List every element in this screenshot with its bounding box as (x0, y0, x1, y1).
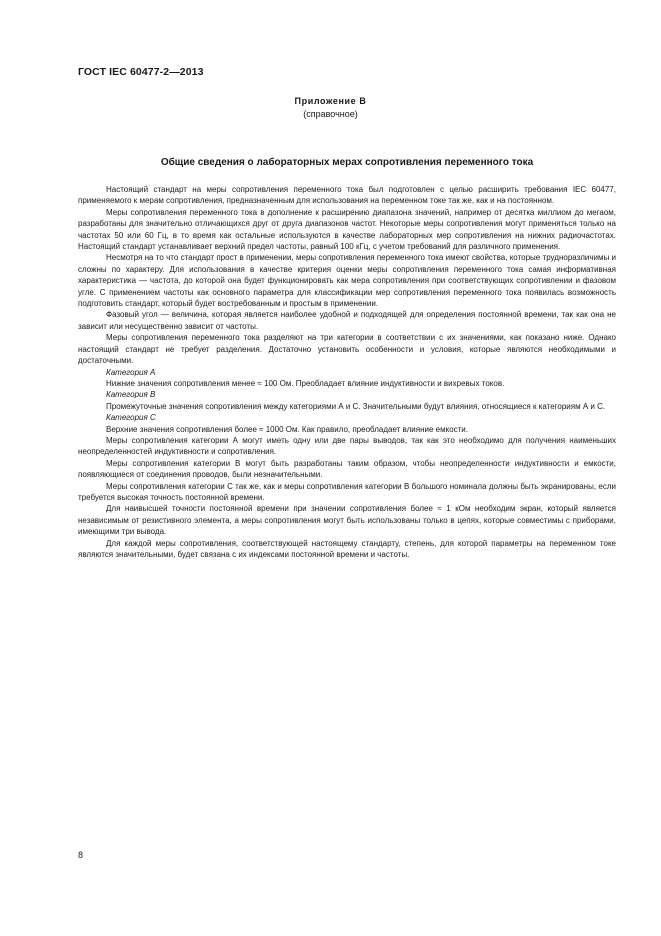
annex-heading (0, 95, 661, 121)
paragraph: Для каждой меры сопротивления, соответствующей настоящему стандарту, степень, для которой параметры на переменном токе являются значительными, будет связана с их индексами постоянной времени и частоты. (78, 538, 616, 559)
body-text (78, 184, 616, 560)
paragraph: Несмотря на то что стандарт прост в применении, меры сопротивления переменного тока имеют свойства, которые трудноразличимы и сложны по характеру. Для использования в качестве критерия оценки меры сопротивления переменного тока самая информативная характеристика — частота, до которой она будет функционировать как мера сопротивления при соответствующих сопротивлении и фазовом угле. С применением частоты как основного параметра для классификации мер сопротивления переменного тока появилась возможность подготовить стандарт, который будет востребованным и простым в применении. (78, 253, 616, 309)
category-heading-b: Категория В (106, 390, 156, 400)
paragraph: Меры сопротивления категории А могут иметь одну или две пары выводов, так как это необходимо для получения наименьших неопределенностей индуктивности и сопротивления. (78, 435, 616, 457)
category-heading-c: Категория С (106, 413, 156, 423)
paragraph: Меры сопротивления категории В могут быть разработаны таким образом, чтобы неопределенности индуктивности и емкости, появляющиеся от соединения проводов, были незначительными. (78, 458, 616, 480)
paragraph: Настоящий стандарт на меры сопротивления переменного тока был подготовлен с целью расширить требования IEC 60477, применяемого к мерам сопротивления, предназначенным для использования на переменном токе так же, как и на постоянном. (78, 185, 616, 206)
annex-title: Приложение В (294, 96, 367, 106)
category-heading-a: Категория А (106, 367, 156, 377)
annex-subtitle: (справочное) (303, 109, 358, 119)
section-title: Общие сведения о лабораторных мерах сопротивления переменного тока (160, 157, 534, 168)
paragraph: Нижние значения сопротивления менее ≈ 100 Ом. Преобладает влияние индуктивности и вихревых токов. (106, 378, 505, 388)
paragraph: Фазовый угол — величина, которая является наиболее удобной и подходящей для определения постоянной времени, так как она не зависит или несущественно зависит от частоты. (78, 310, 616, 331)
page-number: 8 (78, 850, 84, 860)
document-header: ГОСТ IEC 60477-2—2013 (78, 66, 204, 78)
paragraph: Меры сопротивления переменного тока в дополнение к расширению диапазона значений, например от десятка миллиом до мегаом, разработаны для значительно отличающихся друг от друга диапазонов частот. Некоторые меры сопротивления могут применяться только на частотах 50 или 60 Гц, в то время как остальные используются в качестве лабораторных мер сопротивления на нижних радиочастотах. Настоящий стандарт устанавливает верхний предел частоты, равный 100 кГц, с учетом требований для различного применения. (78, 207, 616, 252)
paragraph: Меры сопротивления переменного тока разделяют на три категории в соответствии с их значениями, как показано ниже. Однако настоящий стандарт не требует разделения. Достаточно установить особенности и условия, которые являются необходимыми и достаточными. (78, 333, 616, 366)
paragraph: Верхние значения сопротивления более ≈ 1000 Ом. Как правило, преобладает влияние емкости. (106, 424, 468, 434)
paragraph: Для наивысшей точности постоянной времени при значении сопротивления более ≈ 1 кОм необходим экран, который является независимым от резистивного элемента, а меры сопротивления могут быть использованы только в цепях, которые совместимы с приборами, имеющими три вывода. (78, 504, 616, 537)
paragraph: Меры сопротивления категории С так же, как и меры сопротивления категории В большого номинала должны быть экранированы, если требуется высокая точность постоянной времени. (78, 481, 616, 502)
paragraph: Промежуточные значения сопротивления между категориями А и С. Значительными будут влияния, относящиеся к категориям А и С. (106, 401, 606, 411)
